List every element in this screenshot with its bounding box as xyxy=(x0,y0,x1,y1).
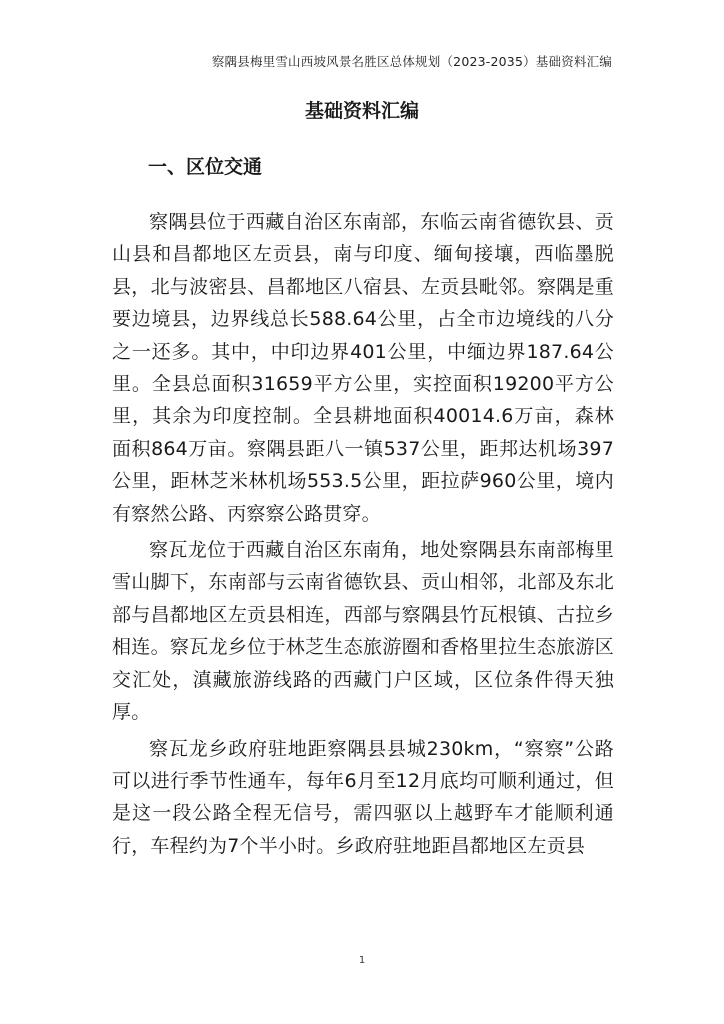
page-number: 1 xyxy=(358,955,366,966)
paragraph: 察瓦龙位于西藏自治区东南角，地处察隅县东南部梅里雪山脚下，东南部与云南省德钦县、贡山相邻，北部及东北部与昌都地区左贡县相连，西部与察隅县竹瓦根镇、古拉乡相连。察瓦龙乡位于林芝生态旅游圈和香格里拉生态旅游区交汇处，滇藏旅游线路的西藏门户区域，区位条件得天独厚。 xyxy=(112,539,614,724)
document-title: 基础资料汇编 xyxy=(304,100,419,122)
paragraph: 察隅县位于西藏自治区东南部，东临云南省德钦县、贡山县和昌都地区左贡县，南与印度、缅甸接壤，西临墨脱县，北与波密县、昌都地区八宿县、左贡县毗邻。察隅是重要边境县，边界线总长588.64公里，占全市边境线的八分之一还多。其中，中印边界401公里，中缅边界187.64公里。全县总面积31659平方公里，实控面积19200平方公里，其余为印度控制。全县耕地面积40014.6万亩，森林面积864万亩。察隅县距八一镇537公里，距邦达机场397公里，距林芝米林机场553.5公里，距拉萨960公里，境内有察然公路、丙察察公路贯穿。 xyxy=(112,211,614,525)
paragraph: 察瓦龙乡政府驻地距察隅县县城230km，“察察”公路可以进行季节性通车，每年6月至12月底均可顺利通过，但是这一段公路全程无信号，需四驱以上越野车才能顺利通行，车程约为7个半小时。乡政府驻地距昌都地区左贡县 xyxy=(112,737,614,857)
section-heading: 一、区位交通 xyxy=(148,156,263,178)
running-header: 察隅县梅里雪山西坡风景名胜区总体规划（2023-2035）基础资料汇编 xyxy=(211,54,612,69)
body-text xyxy=(112,206,614,862)
